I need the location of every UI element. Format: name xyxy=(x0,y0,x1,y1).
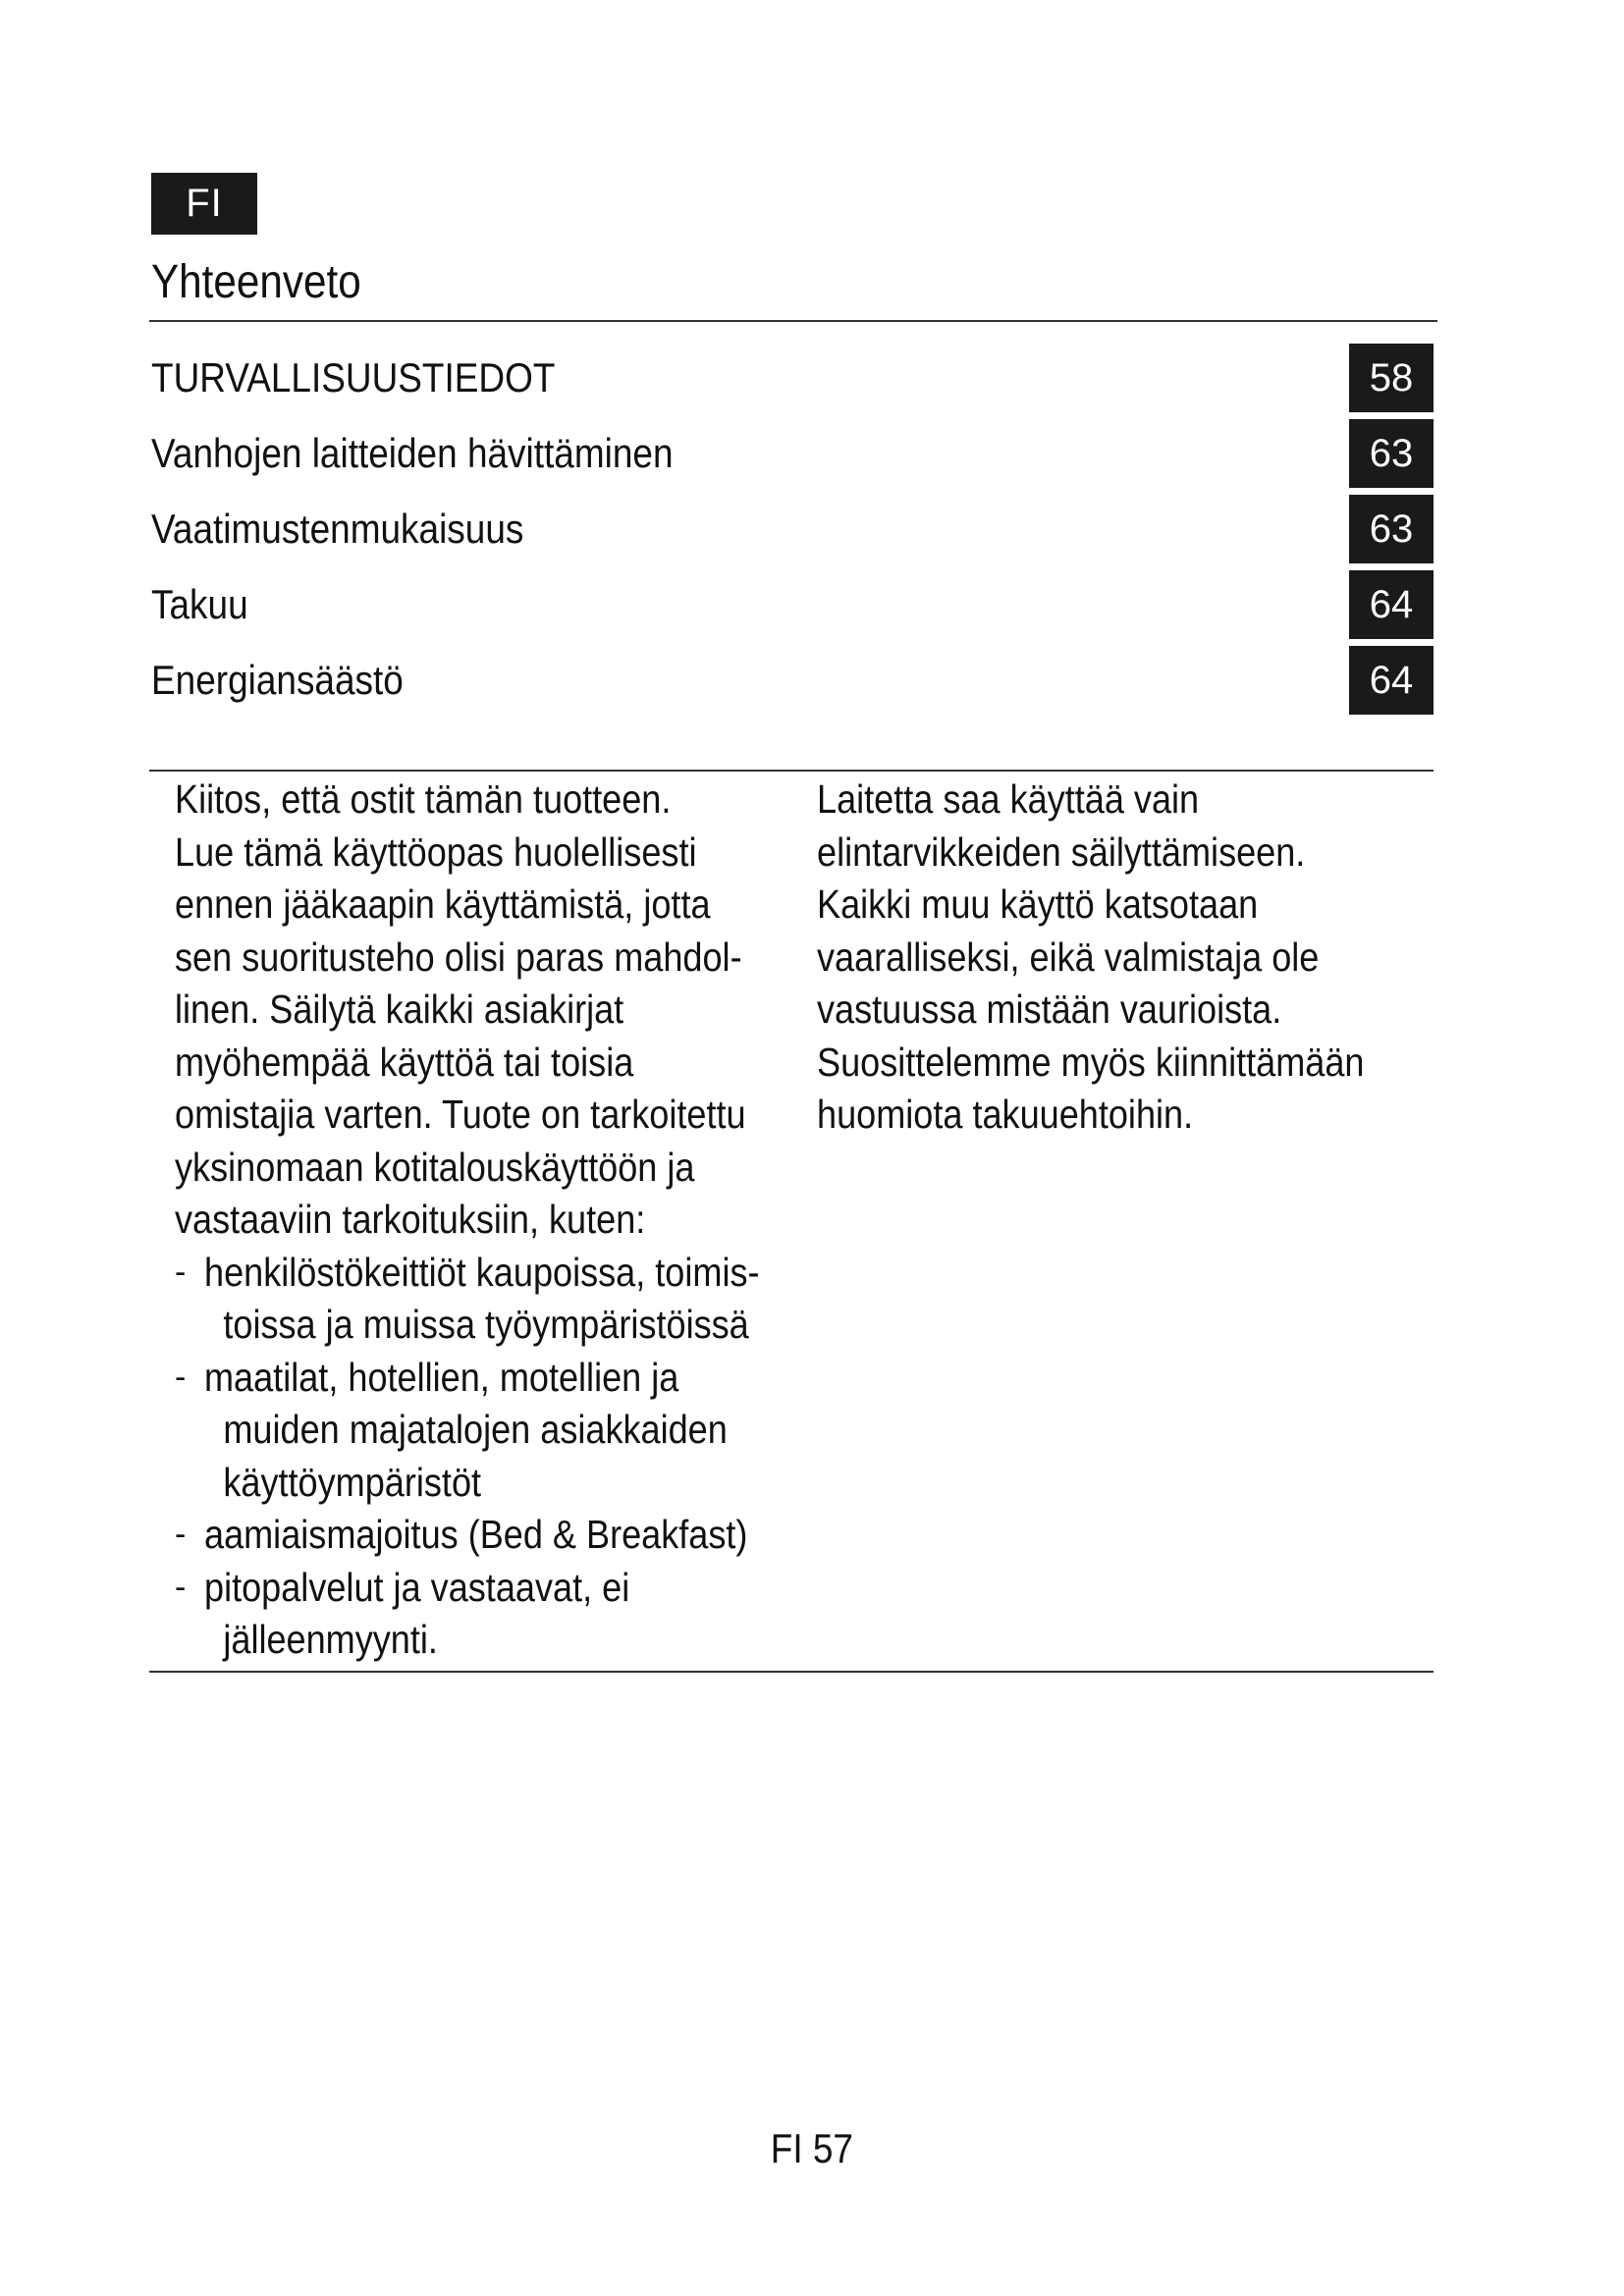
text-line: vaaralliseksi, eikä valmistaja ole xyxy=(817,934,1320,980)
toc-item[interactable] xyxy=(151,570,1434,646)
intro-top-divider xyxy=(149,770,1434,772)
text-line: jälleenmyynti. xyxy=(223,1617,438,1662)
intro-bottom-divider xyxy=(149,1671,1434,1673)
toc-page-badge: 63 xyxy=(1349,419,1434,488)
text-line: omistajia varten. Tuote on tarkoitettu xyxy=(175,1092,746,1137)
toc-item-label: Vaatimustenmukaisuus xyxy=(151,506,524,552)
toc-item[interactable] xyxy=(151,419,1434,495)
text-line: yksinomaan kotitalouskäyttöön ja xyxy=(175,1144,695,1190)
text-line: vastaaviin tarkoituksiin, kuten: xyxy=(175,1197,646,1242)
list-item xyxy=(175,1352,772,1510)
toc-item[interactable] xyxy=(151,344,1434,419)
toc-page-badge: 58 xyxy=(1349,344,1434,412)
page-number xyxy=(0,2124,1624,2173)
intro-right-column xyxy=(817,774,1418,1142)
text-line: sen suoritusteho olisi paras mahdol- xyxy=(175,934,742,980)
text-line: vastuussa mistään vaurioista. xyxy=(817,987,1282,1032)
toc-item[interactable] xyxy=(151,495,1434,570)
intro-paragraph xyxy=(817,774,1418,1142)
list-item xyxy=(175,1509,772,1562)
text-line: pitopalvelut ja vastaavat, ei xyxy=(204,1564,630,1610)
text-line: myöhempää käyttöä tai toisia xyxy=(175,1039,634,1085)
toc-item-label: TURVALLISUUSTIEDOT xyxy=(151,354,556,400)
text-line: linen. Säilytä kaikki asiakirjat xyxy=(175,987,624,1032)
toc-item-label: Energiansäästö xyxy=(151,657,404,703)
text-line: aamiaismajoitus (Bed & Breakfast) xyxy=(204,1512,748,1557)
usage-list xyxy=(175,1247,772,1667)
text-line: muiden majatalojen asiakkaiden xyxy=(223,1407,728,1452)
bullet-dash: - xyxy=(175,1568,187,1606)
page-number-label: FI 57 xyxy=(770,2125,854,2171)
list-item xyxy=(175,1562,772,1667)
toc-page-badge: 63 xyxy=(1349,495,1434,563)
table-of-contents xyxy=(151,344,1434,721)
toc-item-label: Vanhojen laitteiden hävittäminen xyxy=(151,430,674,476)
bullet-dash: - xyxy=(175,1253,187,1291)
toc-item[interactable] xyxy=(151,646,1434,721)
text-line: elintarvikkeiden säilyttämiseen. xyxy=(817,828,1306,875)
intro-paragraph xyxy=(175,774,772,1247)
toc-page-badge: 64 xyxy=(1349,646,1434,715)
list-item xyxy=(175,1247,772,1352)
language-badge: FI xyxy=(151,173,257,235)
section-title: Yhteenveto xyxy=(151,256,361,308)
text-line: huomiota takuuehtoihin. xyxy=(817,1092,1194,1137)
text-line: Suosittelemme myös kiinnittämään xyxy=(817,1039,1365,1085)
toc-item-label: Takuu xyxy=(151,581,248,627)
bullet-dash: - xyxy=(175,1516,187,1553)
text-line: Laitetta saa käyttää vain xyxy=(817,776,1200,822)
text-line: Kiitos, että ostit tämän tuotteen. xyxy=(175,776,672,822)
text-line: Kaikki muu käyttö katsotaan xyxy=(817,881,1259,927)
title-divider xyxy=(149,320,1437,322)
toc-page-badge: 64 xyxy=(1349,570,1434,639)
text-line: henkilöstökeittiöt kaupoissa, toimis- xyxy=(204,1249,760,1295)
text-line: maatilat, hotellien, motellien ja xyxy=(204,1354,679,1400)
text-line: Lue tämä käyttöopas huolellisesti xyxy=(175,828,697,875)
text-line: toissa ja muissa työympäristöissä xyxy=(223,1302,749,1347)
intro-left-column xyxy=(175,774,772,1667)
text-line: ennen jääkaapin käyttämistä, jotta xyxy=(175,881,711,927)
bullet-dash: - xyxy=(175,1358,187,1396)
text-line: käyttöympäristöt xyxy=(223,1459,482,1505)
